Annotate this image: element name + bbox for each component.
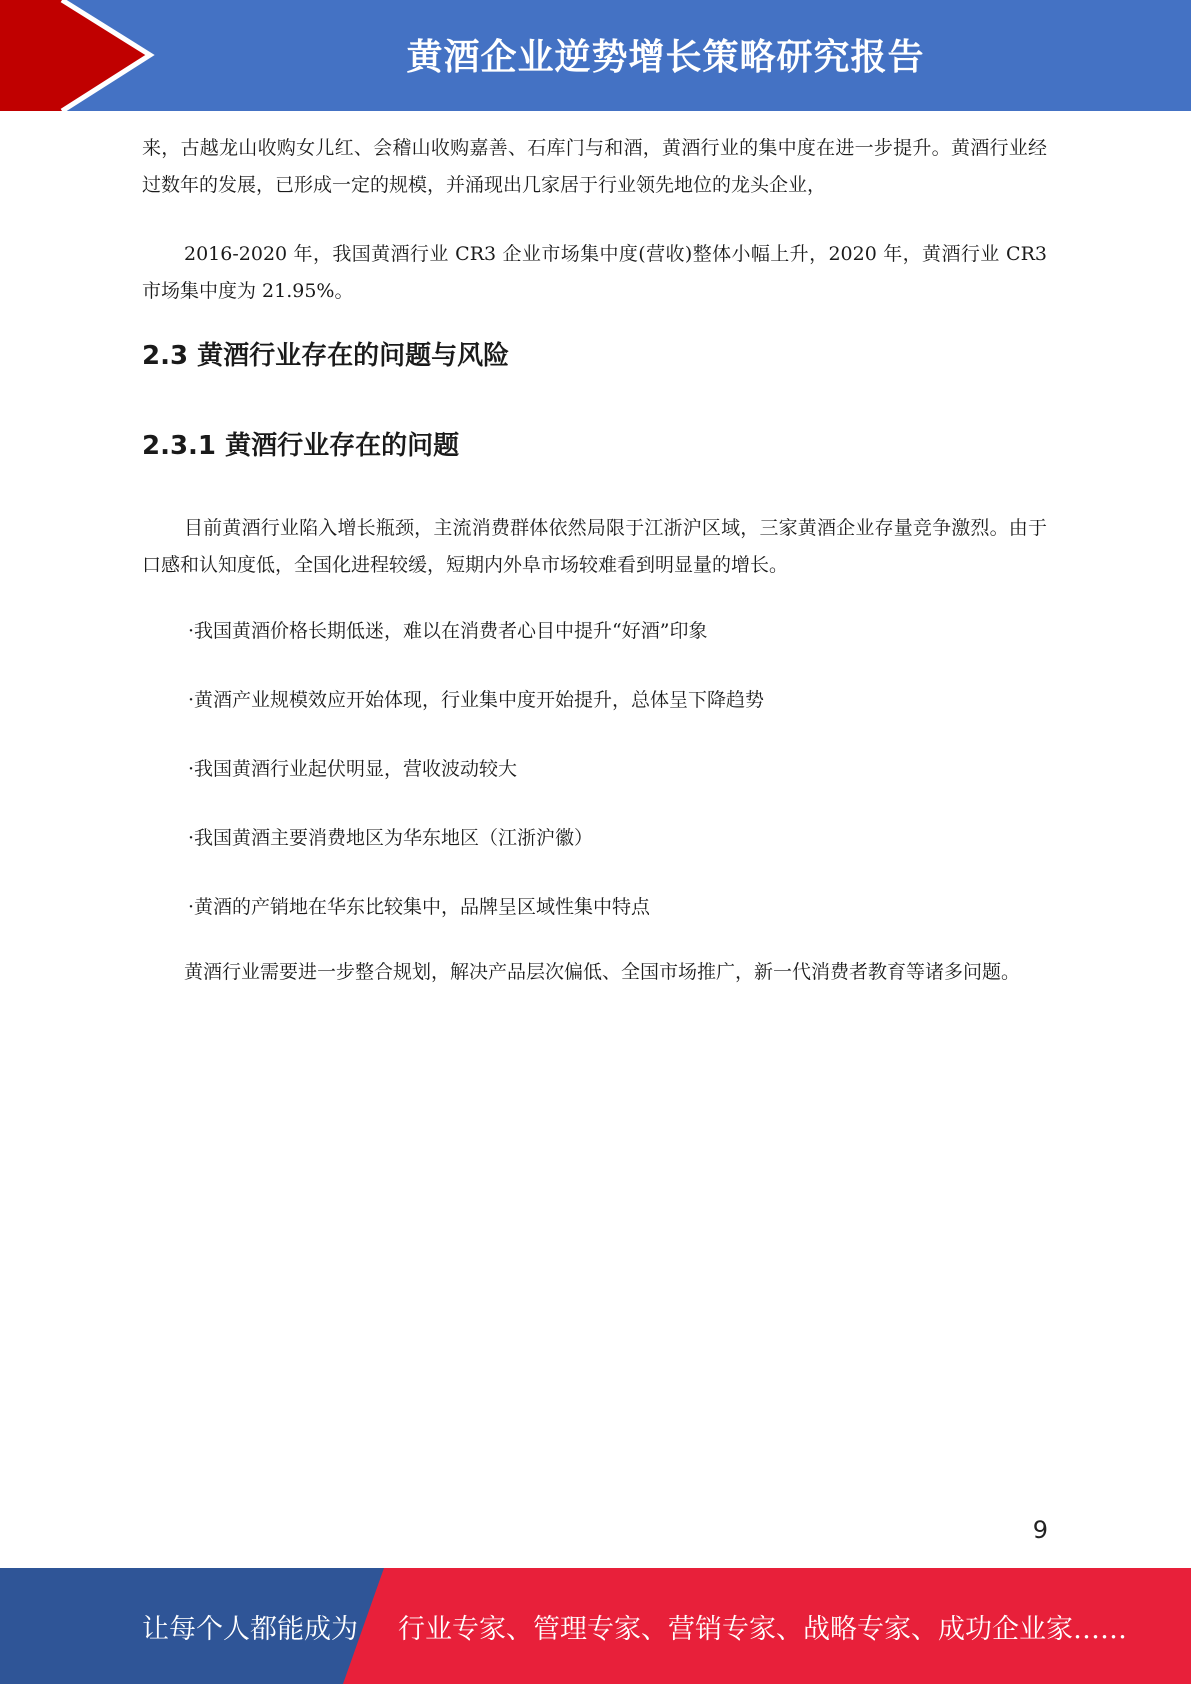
paragraph-cr3: 2016-2020 年，我国黄酒行业 CR3 企业市场集中度(营收)整体小幅上升，2020 年，黄酒行业 CR3 市场集中度为 21.95%。: [142, 243, 1047, 302]
page-number: 9: [1032, 1516, 1048, 1544]
page-content: [142, 130, 1047, 991]
page-footer: [0, 1568, 1191, 1684]
paragraph-problems: 目前黄酒行业陷入增长瓶颈，主流消费群体依然局限于江浙沪区域，三家黄酒企业存量竞争激烈。由于口感和认知度低，全国化进程较缓，短期内外阜市场较难看到明显量的增长。: [142, 517, 1047, 576]
paragraph-intro: 来，古越龙山收购女儿红、会稽山收购嘉善、石库门与和酒，黄酒行业的集中度在进一步提升。黄酒行业经过数年的发展，已形成一定的规模，并涌现出几家居于行业领先地位的龙头企业，: [142, 137, 1047, 196]
header-arrow-decoration: [0, 0, 160, 111]
bullet-item: ·我国黄酒行业起伏明显，营收波动较大: [188, 758, 518, 780]
section-heading: 2.3 黄酒行业存在的问题与风险: [142, 341, 510, 371]
bullet-item: ·我国黄酒主要消费地区为华东地区（江浙沪徽）: [188, 827, 594, 849]
footer-slogan-left: 让每个人都能成为: [142, 1613, 358, 1645]
bullet-item: ·我国黄酒价格长期低迷，难以在消费者心目中提升“好酒”印象: [188, 620, 708, 642]
footer-slogan-right: 行业专家、管理专家、营销专家、战略专家、成功企业家……: [398, 1613, 1127, 1645]
subsection-heading: 2.3.1 黄酒行业存在的问题: [142, 431, 460, 461]
report-title: 黄酒企业逆势增长策略研究报告: [406, 36, 925, 78]
paragraph-conclusion: 黄酒行业需要进一步整合规划，解决产品层次偏低、全国市场推广，新一代消费者教育等诸多问题。: [184, 961, 1021, 983]
page-header: [0, 0, 1191, 111]
bullet-item: ·黄酒的产销地在华东比较集中，品牌呈区域性集中特点: [188, 896, 651, 918]
bullet-item: ·黄酒产业规模效应开始体现，行业集中度开始提升，总体呈下降趋势: [188, 689, 765, 711]
